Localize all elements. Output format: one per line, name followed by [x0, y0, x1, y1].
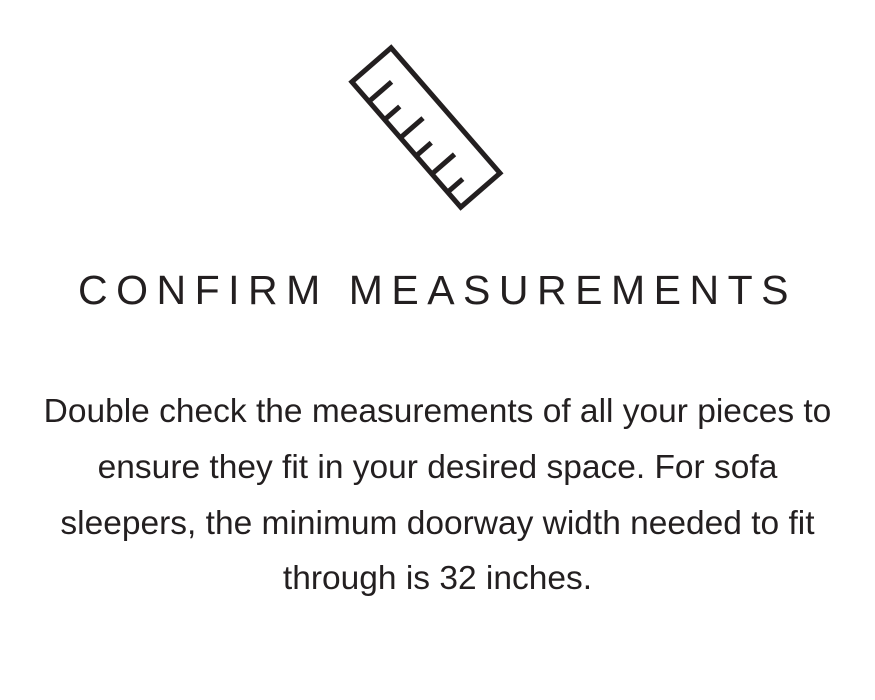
page-title: CONFIRM MEASUREMENTS — [78, 267, 797, 313]
ruler-icon-container — [0, 22, 875, 212]
ruler-icon — [328, 22, 548, 212]
body-text: Double check the measurements of all your pieces to ensure they fit in your desired space. For sofa sleepers, the minimum doorway width needed to fit through is 32 inches. — [43, 393, 832, 598]
